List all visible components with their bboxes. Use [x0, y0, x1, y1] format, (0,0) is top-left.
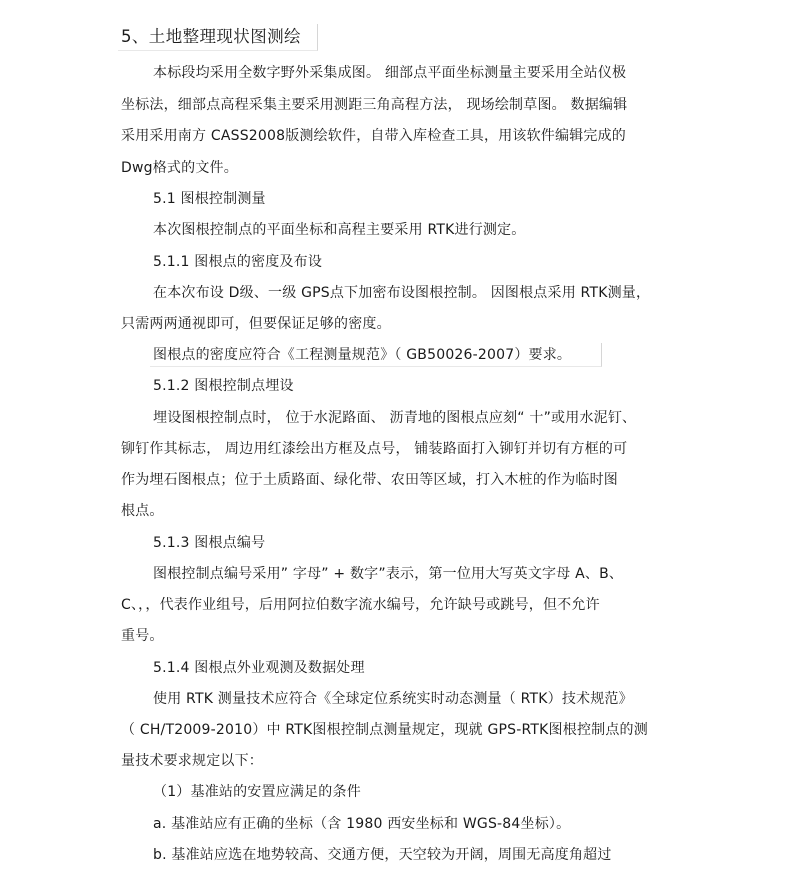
section-title: 5、土地整理现状图测绘 — [121, 27, 301, 46]
paragraph-line: 重号。 — [121, 628, 164, 644]
list-item-1: （1）基准站的安置应满足的条件 — [153, 784, 361, 800]
paragraph-line: Dwg格式的文件。 — [121, 160, 238, 176]
paragraph-line: 埋设图根控制点时， 位于水泥路面、 沥青地的图根点应刻“ 十”或用水泥钉、 — [153, 410, 637, 426]
paragraph-line: 坐标法，细部点高程采集主要采用测距三角高程方法， 现场绘制草图。 数据编辑 — [121, 97, 628, 113]
paragraph-line: 使用 RTK 测量技术应符合《全球定位系统实时动态测量（ RTK）技术规范》 — [153, 691, 633, 707]
paragraph-line: 铆钉作其标志， 周边用红漆绘出方框及点号， 铺装路面打入铆钉并切有方框的可 — [121, 441, 628, 457]
heading-5-1-4: 5.1.4 图根点外业观测及数据处理 — [153, 660, 365, 676]
paragraph-line: C、，，代表作业组号，后用阿拉伯数字流水编号，允许缺号或跳号，但不允许 — [121, 597, 600, 613]
heading-5-1-3: 5.1.3 图根点编号 — [153, 535, 266, 551]
paragraph-line: 图根点的密度应符合《工程测量规范》（ GB50026-2007）要求。 — [153, 347, 572, 363]
heading-5-1-1: 5.1.1 图根点的密度及布设 — [153, 254, 323, 270]
paragraph-line: 根点。 — [121, 503, 164, 519]
paragraph-line: 采用采用南方 CASS2008版测绘软件，自带入库检查工具，用该软件编辑完成的 — [121, 128, 627, 144]
list-item-a: a. 基准站应有正确的坐标（含 1980 西安坐标和 WGS-84坐标）。 — [153, 816, 571, 832]
heading-5-1-2: 5.1.2 图根控制点埋设 — [153, 378, 294, 394]
paragraph-line: 本标段均采用全数字野外采集成图。 细部点平面坐标测量主要采用全站仪极 — [153, 65, 627, 81]
list-item-b: b. 基准站应选在地势较高、交通方便，天空较为开阔，周围无高度角超过 — [153, 847, 612, 863]
paragraph-line: （ CH/T2009-2010）中 RTK图根控制点测量规定，现就 GPS-RTK图根控制点的测 — [121, 722, 648, 738]
paragraph-line: 只需两两通视即可，但要保证足够的密度。 — [121, 316, 391, 332]
paragraph-line: 图根控制点编号采用” 字母” + 数字”表示，第一位用大写英文字母 A、B、 — [153, 566, 624, 582]
paragraph-line: 量技术要求规定以下： — [121, 753, 263, 769]
paragraph-line: 本次图根控制点的平面坐标和高程主要采用 RTK进行测定。 — [153, 222, 526, 238]
paragraph-line: 作为埋石图根点；位于土质路面、绿化带、农田等区域，打入木桩的作为临时图 — [121, 472, 618, 488]
heading-5-1: 5.1 图根控制测量 — [153, 191, 266, 207]
paragraph-line: 在本次布设 D级、一级 GPS点下加密布设图根控制。 因图根点采用 RTK测量， — [153, 285, 651, 301]
